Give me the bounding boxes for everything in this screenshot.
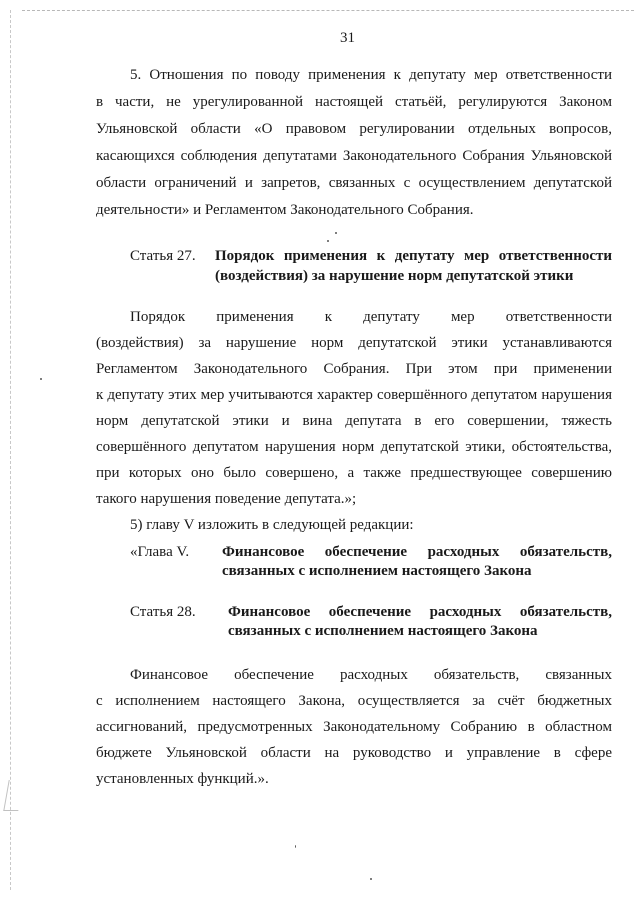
article28-label: Статья 28.	[130, 604, 196, 620]
para27-line-6: совершённого депутатом нарушения норм депутатской этики, обстоятельства,	[96, 439, 612, 455]
para5-line-1: 5. Отношения по поводу применения к депутату мер ответственности	[130, 67, 612, 83]
para28-line-5: установленных функций.».	[96, 771, 269, 787]
para27-line-1: Порядок применения к депутату мер ответственности	[130, 309, 612, 325]
para28-line-1: Финансовое обеспечение расходных обязательств, связанных	[130, 667, 612, 683]
scan-artifact-mark	[3, 780, 23, 811]
scan-speck	[327, 240, 329, 242]
para27-line-8: такого нарушения поведение депутата.»;	[96, 491, 357, 507]
article27-title-line-1: Порядок применения к депутату мер ответственности	[215, 248, 612, 264]
scan-edge-left	[10, 10, 11, 890]
chapter5-title-line-1: Финансовое обеспечение расходных обязательств,	[222, 544, 612, 560]
chapter5-label: «Глава V.	[130, 544, 190, 560]
para27-line-7: при которых оно было совершено, а также предшествующее совершению	[96, 465, 612, 481]
article28-title-line-1: Финансовое обеспечение расходных обязательств,	[228, 604, 612, 620]
para27-line-3: Регламентом Законодательного Собрания. При этом при применении	[96, 361, 612, 377]
para28-line-3: ассигнований, предусмотренных Законодательному Собранию в областном	[96, 719, 612, 735]
para5-line-5: области ограничений и запретов, связанных с осуществлением депутатской	[96, 175, 612, 191]
para27-line-5: норм депутатской этики и вина депутата в его совершении, тяжесть	[96, 413, 612, 429]
para5-line-3: Ульяновской области «О правовом регулировании отдельных вопросов,	[96, 121, 612, 137]
scan-edge-top	[22, 10, 634, 11]
para5-line-6: деятельности» и Регламентом Законодательного Собрания.	[96, 202, 474, 218]
article27-title-line-2: (воздействия) за нарушение норм депутатской этики	[215, 268, 574, 284]
scan-speck	[40, 378, 42, 380]
para27-line-2: (воздействия) за нарушение норм депутатской этики устанавливаются	[96, 335, 612, 351]
chapter5-title-line-2: связанных с исполнением настоящего Закона	[222, 563, 532, 579]
scan-speck	[295, 845, 296, 848]
para28-line-4: бюджете Ульяновской области на руководство и управление в сфере	[96, 745, 612, 761]
item5-text: 5) главу V изложить в следующей редакции:	[130, 517, 414, 533]
para27-line-4: к депутату этих мер учитываются характер совершённого депутатом нарушения	[96, 387, 612, 403]
scan-speck	[370, 878, 372, 880]
page-number: 31	[340, 30, 355, 46]
para28-line-2: с исполнением настоящего Закона, осуществляется за счёт бюджетных	[96, 693, 612, 709]
scan-speck	[335, 232, 337, 234]
article28-title-line-2: связанных с исполнением настоящего Закона	[228, 623, 538, 639]
article27-label: Статья 27.	[130, 248, 196, 264]
para5-line-2: в части, не урегулированной настоящей статьёй, регулируются Законом	[96, 94, 612, 110]
para5-line-4: касающихся соблюдения депутатами Законодательного Собрания Ульяновской	[96, 148, 612, 164]
